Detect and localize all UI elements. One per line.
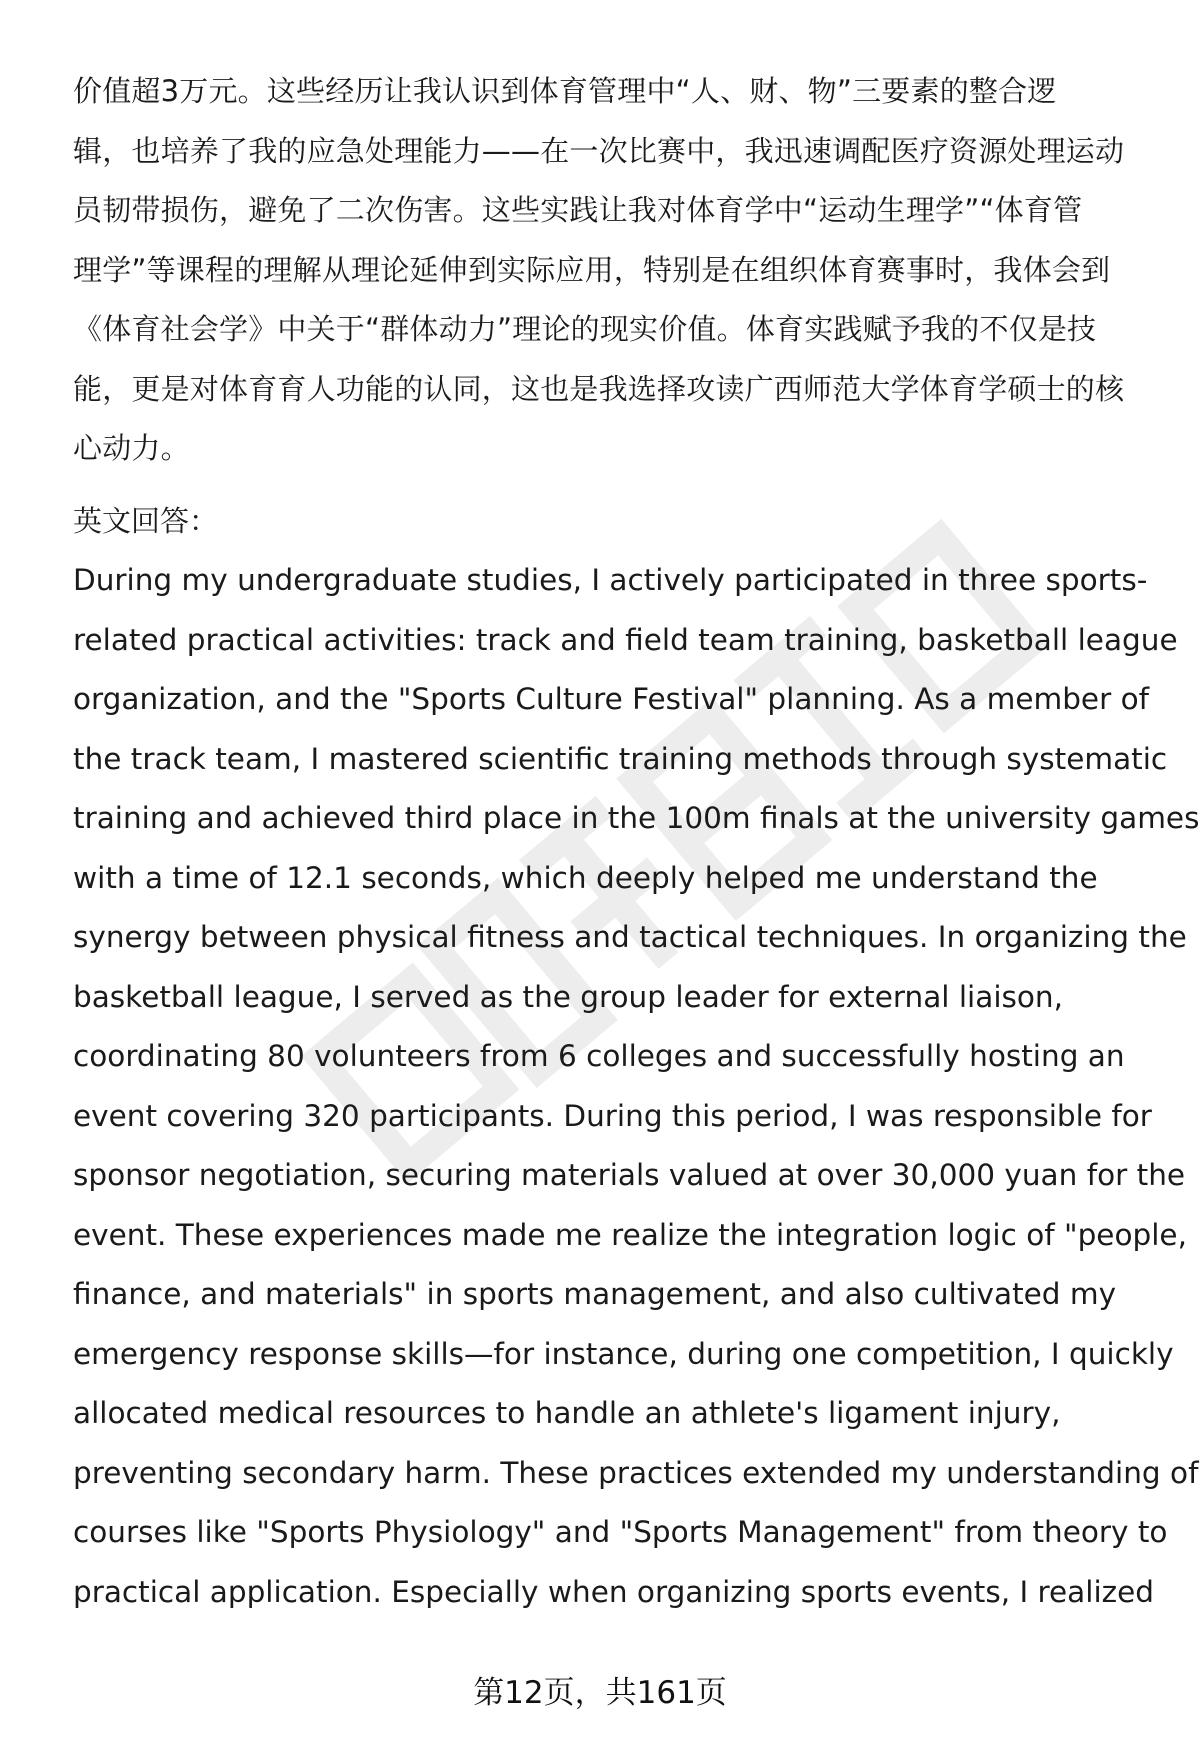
paragraph-line: 心动力。	[73, 431, 190, 465]
paragraph-line: sponsor negotiation, securing materials valued at over 30,000 yuan for the	[73, 1158, 1186, 1192]
paragraph-line: organization, and the "Sports Culture Festival" planning. As a member of	[73, 682, 1150, 716]
english-paragraph	[73, 551, 1200, 1622]
paragraph-line: During my undergraduate studies, I actively participated in three sports-	[73, 563, 1148, 597]
paragraph-line: event covering 320 participants. During this period, I was responsible for	[73, 1098, 1152, 1133]
paragraph-line: 员韧带损伤，避免了二次伤害。这些实践让我对体育学中“运动生理学”“体育管	[73, 193, 1083, 227]
paragraph-line: synergy between physical fitness and tactical techniques. In organizing the	[73, 920, 1187, 954]
paragraph-line: 能，更是对体育育人功能的认同，这也是我选择攻读广西师范大学体育学硕士的核	[73, 371, 1125, 406]
paragraph-line: preventing secondary harm. These practices extended my understanding of	[73, 1455, 1199, 1490]
english-answer-label: 英文回答：	[73, 503, 219, 538]
paragraph-line: coordinating 80 volunteers from 6 colleges and successfully hosting an	[73, 1039, 1125, 1073]
paragraph-line: practical application. Especially when organizing sports events, I realized	[73, 1574, 1155, 1609]
paragraph-line: allocated medical resources to handle an athlete's ligament injury,	[73, 1396, 1061, 1430]
paragraph-line: the track team, I mastered scientific training methods through systematic	[73, 741, 1168, 776]
paragraph-line: finance, and materials" in sports management, and also cultivated my	[73, 1277, 1117, 1311]
paragraph-line: training and achieved third place in the 100m finals at the university games	[73, 801, 1200, 835]
chinese-paragraph	[73, 62, 1153, 479]
page-number-footer: 第12页，共161页	[473, 1675, 727, 1711]
paragraph-line: with a time of 12.1 seconds, which deeply helped me understand the	[73, 860, 1098, 895]
paragraph-line: 理学”等课程的理解从理论延伸到实际应用，特别是在组织体育赛事时，我体会到	[73, 252, 1111, 287]
paragraph-line: 辑，也培养了我的应急处理能力——在一次比赛中，我迅速调配医疗资源处理运动	[73, 133, 1125, 168]
paragraph-line: courses like "Sports Physiology" and "Sports Management" from theory to	[73, 1515, 1168, 1549]
paragraph-line: 《体育社会学》中关于“群体动力”理论的现实价值。体育实践赋予我的不仅是技	[73, 312, 1097, 346]
paragraph-line: 价值超3万元。这些经历让我认识到体育管理中“人、财、物”三要素的整合逻	[73, 74, 1057, 108]
paragraph-line: emergency response skills—for instance, during one competition, I quickly	[73, 1336, 1174, 1371]
paragraph-line: related practical activities: track and field team training, basketball league	[73, 622, 1178, 657]
paragraph-line: event. These experiences made me realize the integration logic of "people,	[73, 1217, 1187, 1252]
page-content	[73, 62, 1200, 1622]
paragraph-line: basketball league, I served as the group leader for external liaison,	[73, 979, 1064, 1014]
